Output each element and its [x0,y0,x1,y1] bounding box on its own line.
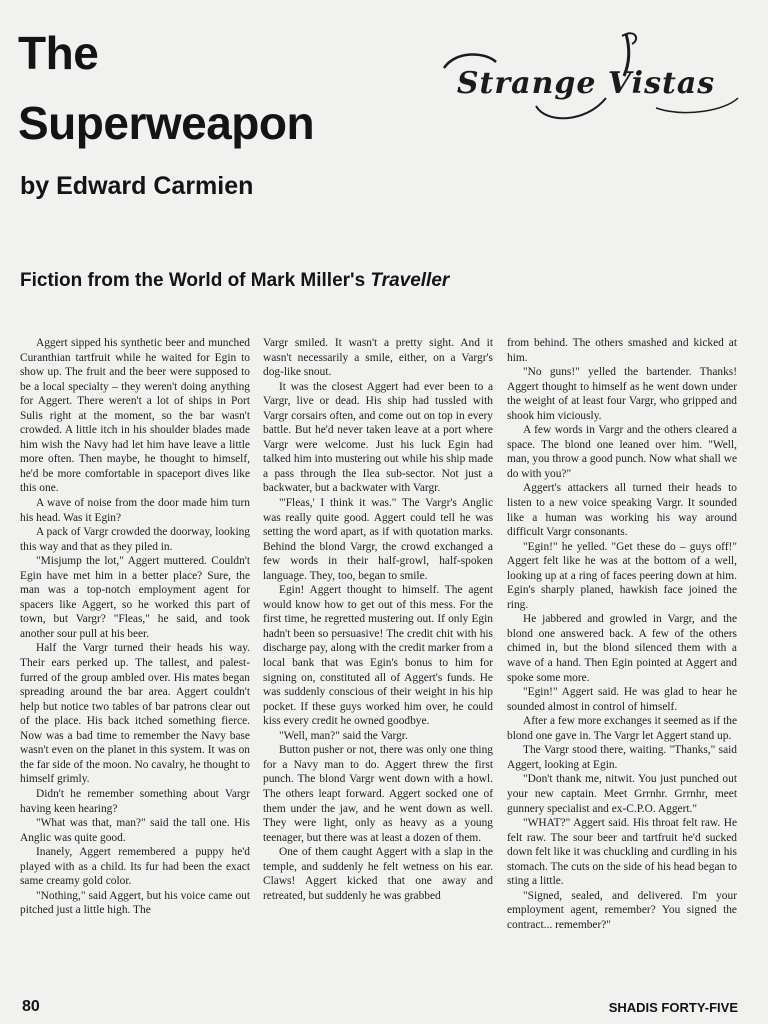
paragraph: "Egin!" he yelled. "Get these do – guys off!" Aggert felt like he was at the bottom of a well, looking up at a ring of faces peering down at him. Egin's sharply planed, hawkish face joined the ring. [507,540,737,611]
text-column-3 [507,336,737,932]
paragraph: After a few more exchanges it seemed as if the blond one gave in. The Vargr let Aggert stand up. [507,715,737,742]
paragraph: "'Fleas,' I think it was." The Vargr's Anglic was really quite good. Aggert could tell he was setting the word apart, as if with quotation marks. Behind the blond Vargr, the crowd exchanged a few words in their half-growl, half-spoken language. They, too, began to smile. [263,497,493,582]
paragraph: "No guns!" yelled the bartender. Thanks! Aggert thought to himself as he went down under the weight of at least four Vargr, who gripped and shook him viciously. [507,366,737,422]
paragraph: "Well, man?" said the Vargr. [279,729,408,742]
paragraph: A few words in Vargr and the others cleared a space. The blond one leaned over him. "Well, man, you throw a good punch. Now what shall we do with you?" [507,424,737,480]
text-column-1 [20,336,250,918]
paragraph: from behind. The others smashed and kicked at him. [507,337,737,364]
paragraph: A pack of Vargr crowded the doorway, looking this way and that as they piled in. [20,526,250,553]
paragraph: "Don't thank me, nitwit. You just punched out your new captain. Meet Grrnhr. Grrnhr, meet gunnery specialist and ex-C.P.O. Aggert." [507,773,737,815]
paragraph: Vargr smiled. It wasn't a pretty sight. And it wasn't necessarily a smile, either, on a Vargr's dog-like snout. [263,337,493,379]
logo-text: Strange Vistas [456,66,716,101]
subtitle-text: Fiction from the World of Mark Miller's [20,270,371,291]
magazine-name: SHADIS FORTY-FIVE [608,1000,738,1015]
paragraph: "Signed, sealed, and delivered. I'm your employment agent, remember? You signed the contract... remember?" [507,889,737,931]
story-title [18,18,314,158]
title-line-1: The [18,27,99,79]
paragraph: He jabbered and growled in Vargr, and the blond one answered back. A few of the others chimed in, but the blond silenced them with a wave of a hand. Then Egin pointed at Aggert and spoke some more. [507,613,737,684]
paragraph: "Egin!" Aggert said. He was glad to hear he sounded almost in control of himself. [507,686,737,713]
paragraph: Didn't he remember something about Vargr having keen hearing? [20,787,250,815]
paragraph: The Vargr stood there, waiting. "Thanks," said Aggert, looking at Egin. [507,744,737,771]
paragraph: It was the closest Aggert had ever been to a Vargr, live or dead. His ship had tussled with Vargr corsairs often, and come out on top in every battle. But he'd never taken leave at a port where Vargr were welcome. Just his luck Egin had talked him into mustering out while his ship made a pass through the Ilea sub-sector. Not just a backwater, but a backwater with Vargr. [263,380,493,495]
strange-vistas-logo [426,28,746,128]
paragraph: A wave of noise from the door made him turn his head. Was it Egin? [20,497,250,524]
paragraph: Aggert's attackers all turned their heads to listen to a new voice speaking Vargr. It sounded like a human was working his way around difficult Vargr consonants. [507,482,737,539]
page-number: 80 [22,998,40,1015]
paragraph: Aggert sipped his synthetic beer and munched Curanthian tartfruit while he waited for Egin to show up. The fruit and the beer were supposed to be a local specialty – they weren't doing anything for Aggert. There weren't a lot of ships in Port Sulis right at the moment, so the bar wasn't crowded. A little itch in his shoulder blades made him wish the Navy had let him have leave a little more often. Then maybe, he thought to himself, he'd be more comfortable in spaceport dives like this one. [20,337,250,495]
paragraph: Button pusher or not, there was only one thing for a Navy man to do. Aggert threw the first punch. The blond Vargr went down with a howl. The others leapt forward. Aggert socked one of them under the jaw, and he went down as well. They were light, only as heavy as a young teenager, but there was at least a dozen of them. [263,744,493,844]
paragraph: "Misjump the lot," Aggert muttered. Couldn't Egin have met him in a better place? Sure, the man was a top-notch employment agent for spacers like Aggert, so he worked this part of town, but Vargr? "Fleas," he said, and took another sour pull at his beer. [20,555,250,640]
paragraph: Inanely, Aggert remembered a puppy he'd played with as a child. Its fur had been the exact same creamy gold color. [20,846,250,888]
title-line-2: Superweapon [18,97,315,149]
paragraph: "WHAT?" Aggert said. His throat felt raw. He felt raw. The sour beer and tartfruit he'd sucked down felt like it was chuckling and curdling in his stomach. The cuts on the side of his head began to sting a little. [507,817,737,888]
paragraph: One of them caught Aggert with a slap in the temple, and suddenly he felt wetness on his ear. Claws! Aggert kicked that one away and retreated, but suddenly he was grabbed [263,846,493,902]
subtitle-game-name: Traveller [370,270,450,291]
paragraph: "What was that, man?" said the tall one. His Anglic was quite good. [20,817,250,844]
paragraph: Half the Vargr turned their heads his way. Their ears perked up. The tallest, and palest-furred of the group ambled over. His mates began spreading around the bar area. Aggert couldn't help but notice two tables of bar patrons clear out of the place. His back itched something fierce. Now was a bad time to remember the Navy base wasn't even on the planet in this system. It was on the far side of the moon. No cavalry, he thought to himself grimly. [20,642,250,786]
text-column-2 [263,336,493,903]
paragraph: Egin! Aggert thought to himself. The agent would know how to get out of this mess. For the first time, he regretted mustering out. If only Egin hadn't been so persuasive! The credit chit with his discharge pay, along with the credit marker from a local bank that was Egin's bonus to him for signing on, constituted all of Aggert's funds. He was suddenly conscious of their weight in his hip pocket. If these guys worked him over, he could kiss every credit he owned goodbye. [263,584,493,728]
byline: by Edward Carmien [20,172,254,200]
paragraph: "Nothing," said Aggert, but his voice came out pitched just a little high. The [20,889,250,917]
story-subtitle [20,270,449,292]
